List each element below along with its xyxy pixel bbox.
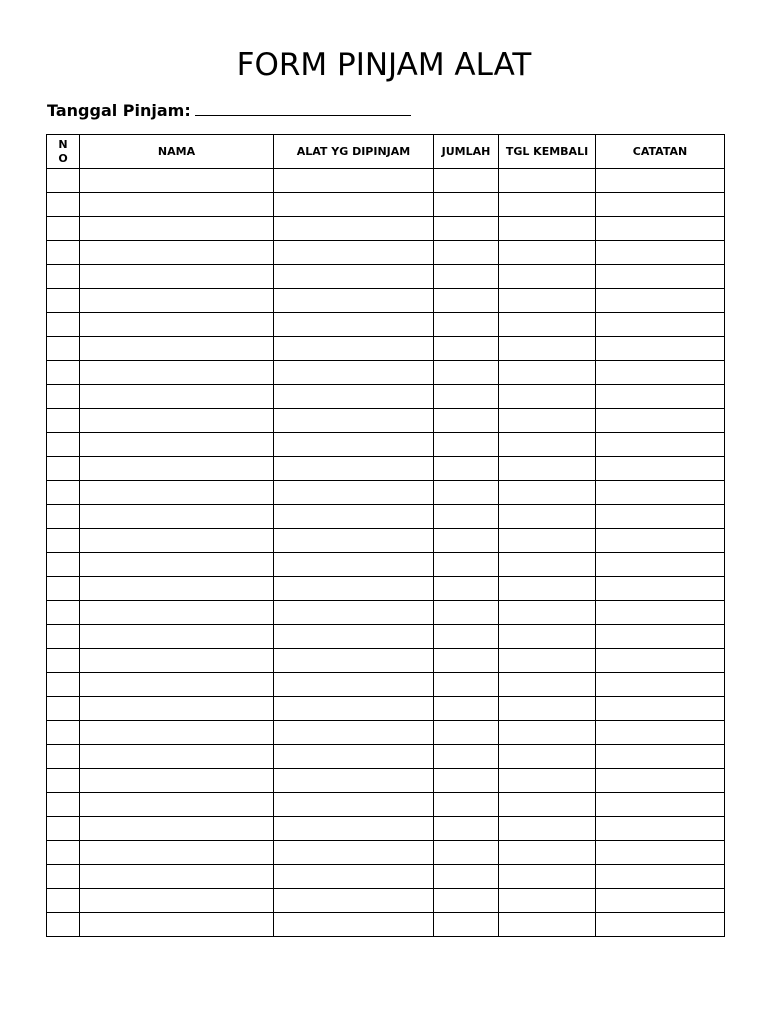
header-no [47, 135, 80, 169]
cell-tgl-kembali[interactable] [499, 865, 596, 889]
cell-alat[interactable] [274, 193, 434, 217]
table-row [47, 697, 725, 721]
cell-nama[interactable] [80, 265, 274, 289]
cell-alat[interactable] [274, 697, 434, 721]
cell-alat[interactable] [274, 361, 434, 385]
cell-no[interactable] [47, 313, 80, 337]
cell-tgl-kembali[interactable] [499, 913, 596, 937]
cell-no[interactable] [47, 649, 80, 673]
cell-nama[interactable] [80, 553, 274, 577]
cell-jumlah[interactable] [434, 385, 499, 409]
cell-catatan[interactable] [596, 457, 725, 481]
cell-nama[interactable] [80, 505, 274, 529]
cell-tgl-kembali[interactable] [499, 745, 596, 769]
cell-tgl-kembali[interactable] [499, 577, 596, 601]
cell-catatan[interactable] [596, 337, 725, 361]
cell-nama[interactable] [80, 625, 274, 649]
cell-nama[interactable] [80, 793, 274, 817]
cell-tgl-kembali[interactable] [499, 625, 596, 649]
cell-alat[interactable] [274, 265, 434, 289]
cell-alat[interactable] [274, 337, 434, 361]
cell-jumlah[interactable] [434, 217, 499, 241]
cell-no[interactable] [47, 169, 80, 193]
cell-alat[interactable] [274, 673, 434, 697]
cell-alat[interactable] [274, 409, 434, 433]
cell-tgl-kembali[interactable] [499, 553, 596, 577]
cell-alat[interactable] [274, 625, 434, 649]
cell-nama[interactable] [80, 217, 274, 241]
cell-catatan[interactable] [596, 577, 725, 601]
loan-date-label: Tanggal Pinjam: [47, 101, 191, 120]
table-row [47, 745, 725, 769]
cell-catatan[interactable] [596, 409, 725, 433]
cell-catatan[interactable] [596, 265, 725, 289]
cell-tgl-kembali[interactable] [499, 409, 596, 433]
cell-jumlah[interactable] [434, 793, 499, 817]
header-no-line2: O [58, 151, 68, 165]
cell-alat[interactable] [274, 889, 434, 913]
cell-jumlah[interactable] [434, 289, 499, 313]
cell-no[interactable] [47, 193, 80, 217]
cell-tgl-kembali[interactable] [499, 673, 596, 697]
table-row [47, 841, 725, 865]
cell-nama[interactable] [80, 361, 274, 385]
cell-no[interactable] [47, 769, 80, 793]
cell-alat[interactable] [274, 553, 434, 577]
cell-nama[interactable] [80, 289, 274, 313]
cell-catatan[interactable] [596, 769, 725, 793]
cell-catatan[interactable] [596, 913, 725, 937]
cell-catatan[interactable] [596, 601, 725, 625]
cell-catatan[interactable] [596, 385, 725, 409]
cell-tgl-kembali[interactable] [499, 433, 596, 457]
table-row [47, 865, 725, 889]
table-row [47, 889, 725, 913]
cell-alat[interactable] [274, 217, 434, 241]
cell-alat[interactable] [274, 913, 434, 937]
cell-catatan[interactable] [596, 697, 725, 721]
table-row [47, 385, 725, 409]
cell-no[interactable] [47, 673, 80, 697]
cell-catatan[interactable] [596, 313, 725, 337]
table-row [47, 361, 725, 385]
cell-no[interactable] [47, 553, 80, 577]
table-row [47, 793, 725, 817]
table-row [47, 169, 725, 193]
cell-jumlah[interactable] [434, 889, 499, 913]
cell-catatan[interactable] [596, 649, 725, 673]
cell-nama[interactable] [80, 601, 274, 625]
table-row [47, 601, 725, 625]
table-row [47, 217, 725, 241]
header-jumlah: JUMLAH [434, 135, 499, 169]
table-row [47, 505, 725, 529]
cell-tgl-kembali[interactable] [499, 505, 596, 529]
cell-no[interactable] [47, 361, 80, 385]
cell-nama[interactable] [80, 673, 274, 697]
cell-no[interactable] [47, 625, 80, 649]
table-row [47, 433, 725, 457]
cell-nama[interactable] [80, 457, 274, 481]
cell-jumlah[interactable] [434, 865, 499, 889]
cell-catatan[interactable] [596, 553, 725, 577]
cell-nama[interactable] [80, 409, 274, 433]
cell-nama[interactable] [80, 241, 274, 265]
cell-tgl-kembali[interactable] [499, 529, 596, 553]
table-row [47, 337, 725, 361]
table-row [47, 577, 725, 601]
cell-tgl-kembali[interactable] [499, 793, 596, 817]
cell-tgl-kembali[interactable] [499, 337, 596, 361]
cell-no[interactable] [47, 337, 80, 361]
header-catatan: CATATAN [596, 135, 725, 169]
table-body [47, 169, 725, 937]
cell-alat[interactable] [274, 841, 434, 865]
cell-nama[interactable] [80, 433, 274, 457]
cell-tgl-kembali[interactable] [499, 481, 596, 505]
cell-jumlah[interactable] [434, 745, 499, 769]
cell-nama[interactable] [80, 889, 274, 913]
cell-catatan[interactable] [596, 169, 725, 193]
table-row [47, 481, 725, 505]
cell-jumlah[interactable] [434, 433, 499, 457]
table-row [47, 673, 725, 697]
cell-tgl-kembali[interactable] [499, 721, 596, 745]
cell-tgl-kembali[interactable] [499, 649, 596, 673]
loan-table [46, 134, 725, 937]
header-alat: ALAT YG DIPINJAM [274, 135, 434, 169]
cell-alat[interactable] [274, 241, 434, 265]
cell-tgl-kembali[interactable] [499, 817, 596, 841]
cell-catatan[interactable] [596, 793, 725, 817]
cell-alat[interactable] [274, 169, 434, 193]
cell-tgl-kembali[interactable] [499, 601, 596, 625]
cell-nama[interactable] [80, 385, 274, 409]
cell-jumlah[interactable] [434, 337, 499, 361]
header-nama: NAMA [80, 135, 274, 169]
form-title: FORM PINJAM ALAT [236, 47, 532, 83]
cell-jumlah[interactable] [434, 769, 499, 793]
cell-nama[interactable] [80, 865, 274, 889]
cell-catatan[interactable] [596, 289, 725, 313]
cell-jumlah[interactable] [434, 313, 499, 337]
table-row [47, 769, 725, 793]
cell-alat[interactable] [274, 817, 434, 841]
table-header-row [47, 135, 725, 169]
cell-no[interactable] [47, 529, 80, 553]
table-row [47, 817, 725, 841]
cell-catatan[interactable] [596, 745, 725, 769]
cell-no[interactable] [47, 601, 80, 625]
cell-jumlah[interactable] [434, 505, 499, 529]
cell-jumlah[interactable] [434, 241, 499, 265]
cell-no[interactable] [47, 913, 80, 937]
table-row [47, 193, 725, 217]
cell-nama[interactable] [80, 721, 274, 745]
cell-tgl-kembali[interactable] [499, 265, 596, 289]
cell-alat[interactable] [274, 433, 434, 457]
cell-catatan[interactable] [596, 481, 725, 505]
cell-alat[interactable] [274, 313, 434, 337]
cell-no[interactable] [47, 721, 80, 745]
cell-no[interactable] [47, 289, 80, 313]
cell-no[interactable] [47, 817, 80, 841]
cell-jumlah[interactable] [434, 625, 499, 649]
cell-no[interactable] [47, 217, 80, 241]
cell-nama[interactable] [80, 577, 274, 601]
loan-date-field[interactable] [195, 101, 411, 116]
cell-no[interactable] [47, 697, 80, 721]
cell-tgl-kembali[interactable] [499, 289, 596, 313]
cell-alat[interactable] [274, 505, 434, 529]
cell-catatan[interactable] [596, 889, 725, 913]
cell-no[interactable] [47, 409, 80, 433]
cell-catatan[interactable] [596, 625, 725, 649]
cell-jumlah[interactable] [434, 169, 499, 193]
cell-alat[interactable] [274, 649, 434, 673]
table-row [47, 409, 725, 433]
cell-nama[interactable] [80, 745, 274, 769]
table-row [47, 457, 725, 481]
table-row [47, 241, 725, 265]
cell-catatan[interactable] [596, 217, 725, 241]
cell-jumlah[interactable] [434, 817, 499, 841]
cell-catatan[interactable] [596, 433, 725, 457]
cell-no[interactable] [47, 865, 80, 889]
cell-nama[interactable] [80, 481, 274, 505]
table-row [47, 649, 725, 673]
cell-alat[interactable] [274, 289, 434, 313]
table-row [47, 625, 725, 649]
cell-nama[interactable] [80, 769, 274, 793]
table-row [47, 529, 725, 553]
cell-nama[interactable] [80, 913, 274, 937]
cell-catatan[interactable] [596, 361, 725, 385]
cell-catatan[interactable] [596, 529, 725, 553]
table-row [47, 553, 725, 577]
cell-nama[interactable] [80, 697, 274, 721]
cell-tgl-kembali[interactable] [499, 361, 596, 385]
cell-tgl-kembali[interactable] [499, 313, 596, 337]
cell-alat[interactable] [274, 769, 434, 793]
cell-no[interactable] [47, 457, 80, 481]
cell-alat[interactable] [274, 601, 434, 625]
cell-alat[interactable] [274, 457, 434, 481]
cell-jumlah[interactable] [434, 673, 499, 697]
cell-nama[interactable] [80, 649, 274, 673]
cell-no[interactable] [47, 433, 80, 457]
cell-no[interactable] [47, 793, 80, 817]
cell-jumlah[interactable] [434, 193, 499, 217]
cell-catatan[interactable] [596, 241, 725, 265]
cell-jumlah[interactable] [434, 577, 499, 601]
cell-jumlah[interactable] [434, 649, 499, 673]
table-row [47, 289, 725, 313]
cell-alat[interactable] [274, 865, 434, 889]
cell-nama[interactable] [80, 193, 274, 217]
cell-catatan[interactable] [596, 865, 725, 889]
cell-jumlah[interactable] [434, 409, 499, 433]
cell-nama[interactable] [80, 169, 274, 193]
cell-no[interactable] [47, 889, 80, 913]
cell-tgl-kembali[interactable] [499, 241, 596, 265]
cell-nama[interactable] [80, 841, 274, 865]
table-row [47, 913, 725, 937]
header-tgl-kembali: TGL KEMBALI [499, 135, 596, 169]
cell-alat[interactable] [274, 745, 434, 769]
cell-nama[interactable] [80, 313, 274, 337]
cell-jumlah[interactable] [434, 553, 499, 577]
cell-no[interactable] [47, 481, 80, 505]
cell-catatan[interactable] [596, 505, 725, 529]
loan-date-row [47, 100, 411, 122]
table-row [47, 721, 725, 745]
cell-catatan[interactable] [596, 721, 725, 745]
cell-no[interactable] [47, 385, 80, 409]
cell-tgl-kembali[interactable] [499, 457, 596, 481]
cell-jumlah[interactable] [434, 265, 499, 289]
cell-tgl-kembali[interactable] [499, 169, 596, 193]
cell-jumlah[interactable] [434, 913, 499, 937]
cell-no[interactable] [47, 577, 80, 601]
cell-tgl-kembali[interactable] [499, 697, 596, 721]
cell-jumlah[interactable] [434, 721, 499, 745]
cell-tgl-kembali[interactable] [499, 889, 596, 913]
cell-jumlah[interactable] [434, 481, 499, 505]
header-no-line1: N [58, 137, 68, 151]
cell-alat[interactable] [274, 577, 434, 601]
cell-jumlah[interactable] [434, 361, 499, 385]
cell-jumlah[interactable] [434, 841, 499, 865]
cell-alat[interactable] [274, 529, 434, 553]
cell-catatan[interactable] [596, 841, 725, 865]
cell-jumlah[interactable] [434, 601, 499, 625]
cell-nama[interactable] [80, 817, 274, 841]
cell-no[interactable] [47, 265, 80, 289]
cell-no[interactable] [47, 841, 80, 865]
cell-alat[interactable] [274, 481, 434, 505]
cell-tgl-kembali[interactable] [499, 217, 596, 241]
cell-tgl-kembali[interactable] [499, 841, 596, 865]
cell-tgl-kembali[interactable] [499, 769, 596, 793]
cell-no[interactable] [47, 745, 80, 769]
cell-alat[interactable] [274, 385, 434, 409]
cell-alat[interactable] [274, 793, 434, 817]
cell-alat[interactable] [274, 721, 434, 745]
cell-catatan[interactable] [596, 193, 725, 217]
cell-jumlah[interactable] [434, 529, 499, 553]
cell-jumlah[interactable] [434, 697, 499, 721]
cell-catatan[interactable] [596, 673, 725, 697]
cell-nama[interactable] [80, 529, 274, 553]
cell-nama[interactable] [80, 337, 274, 361]
table-row [47, 265, 725, 289]
cell-catatan[interactable] [596, 817, 725, 841]
cell-no[interactable] [47, 505, 80, 529]
cell-tgl-kembali[interactable] [499, 193, 596, 217]
table-row [47, 313, 725, 337]
cell-tgl-kembali[interactable] [499, 385, 596, 409]
cell-jumlah[interactable] [434, 457, 499, 481]
cell-no[interactable] [47, 241, 80, 265]
